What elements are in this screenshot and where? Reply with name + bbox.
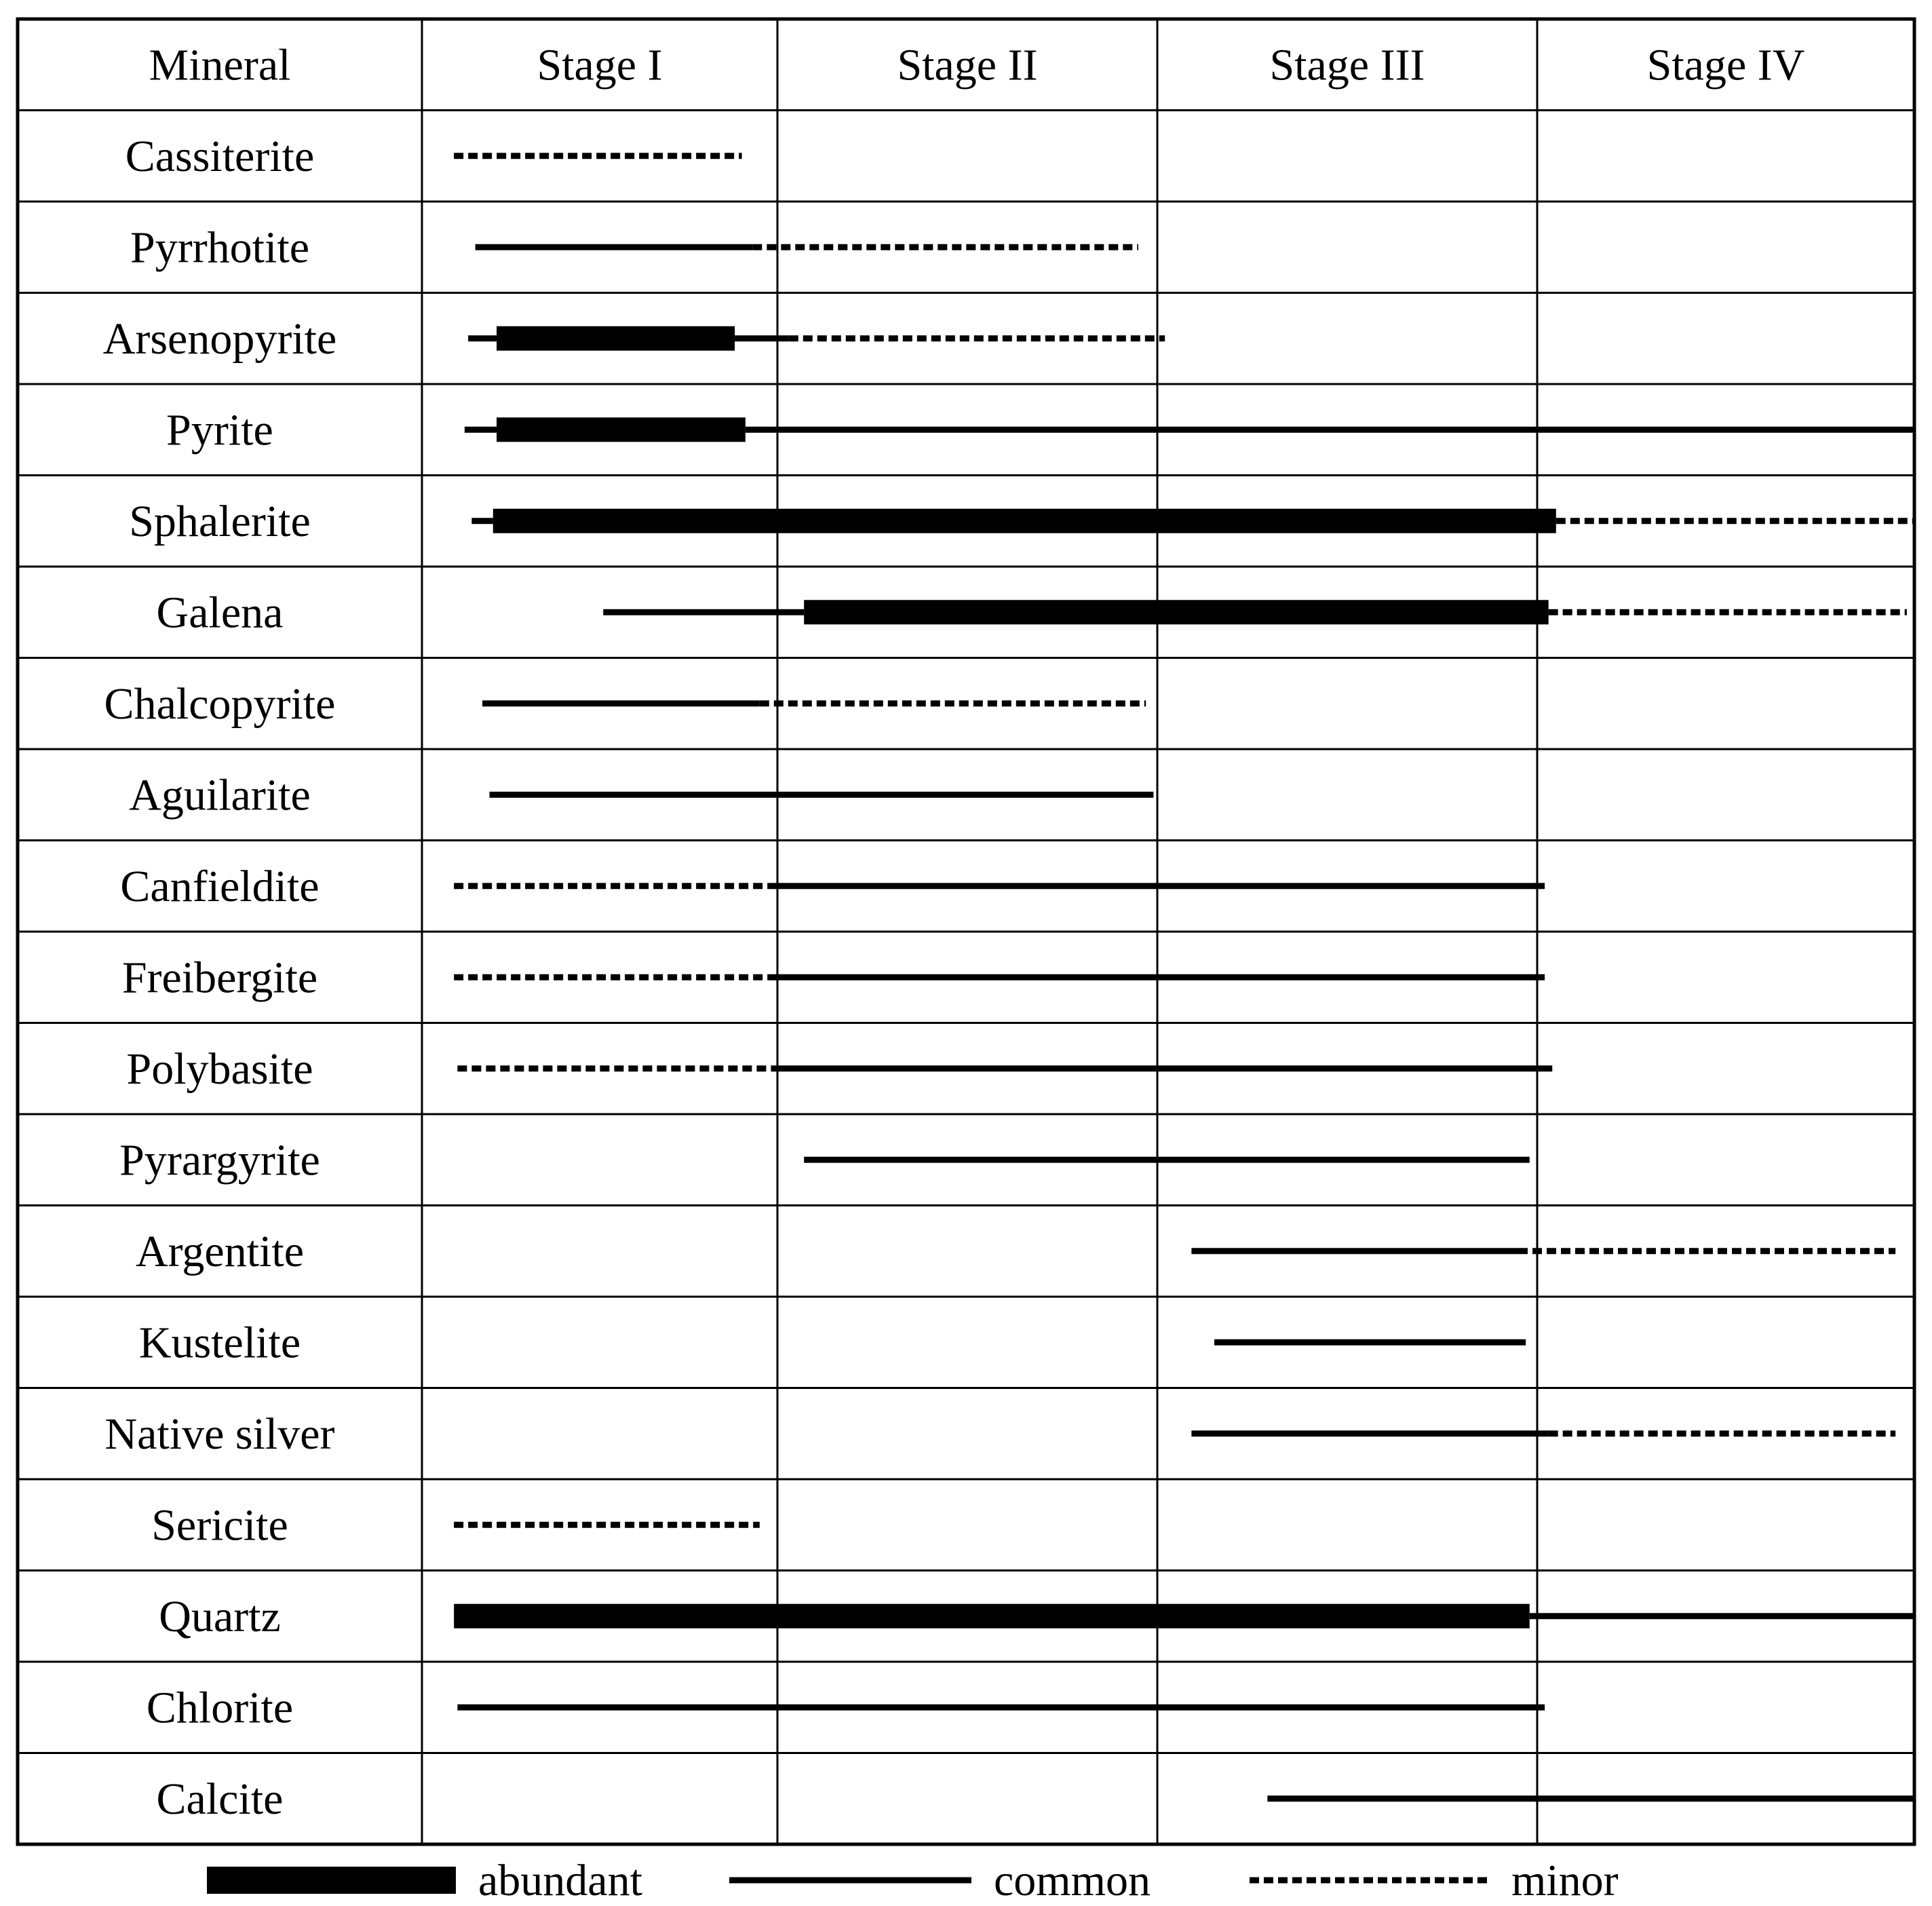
- mineral-label: Chalcopyrite: [104, 679, 336, 729]
- mineral-label: Freibergite: [121, 953, 318, 1003]
- mineral-label: Argentite: [135, 1227, 305, 1277]
- header-mineral: Mineral: [149, 40, 291, 90]
- segment-abundant: [497, 326, 735, 351]
- legend-swatch-abundant: [207, 1867, 456, 1894]
- mineral-label: Chlorite: [146, 1683, 294, 1733]
- mineral-label: Pyrargyrite: [119, 1135, 320, 1185]
- header-stage-4: Stage IV: [1646, 40, 1805, 90]
- mineral-label: Arsenopyrite: [102, 314, 337, 364]
- mineral-label: Cassiterite: [125, 132, 315, 182]
- legend-label-abundant: abundant: [478, 1856, 642, 1905]
- segment-abundant: [497, 417, 746, 442]
- mineral-label: Polybasite: [126, 1044, 313, 1094]
- mineral-label: Sphalerite: [129, 497, 311, 547]
- mineral-label: Galena: [156, 588, 284, 638]
- segment-abundant: [454, 1604, 1530, 1628]
- mineral-label: Pyrrhotite: [130, 223, 309, 273]
- header-stage-1: Stage I: [537, 40, 663, 90]
- mineral-label: Canfieldite: [120, 862, 320, 912]
- mineral-label: Calcite: [156, 1774, 284, 1825]
- mineral-label: Kustelite: [138, 1318, 301, 1368]
- mineral-label: Sericite: [151, 1500, 288, 1550]
- mineral-label: Aguilarite: [129, 770, 311, 820]
- header-stage-3: Stage III: [1269, 40, 1425, 90]
- segment-abundant: [804, 600, 1548, 624]
- mineral-label: Pyrite: [166, 405, 273, 455]
- header-stage-2: Stage II: [897, 40, 1038, 90]
- legend-label-common: common: [994, 1856, 1151, 1905]
- segment-abundant: [493, 509, 1556, 533]
- table-grid: [18, 19, 1914, 1844]
- legend-label-minor: minor: [1511, 1856, 1619, 1905]
- mineral-label: Quartz: [159, 1592, 281, 1642]
- mineral-label: Native silver: [104, 1409, 335, 1460]
